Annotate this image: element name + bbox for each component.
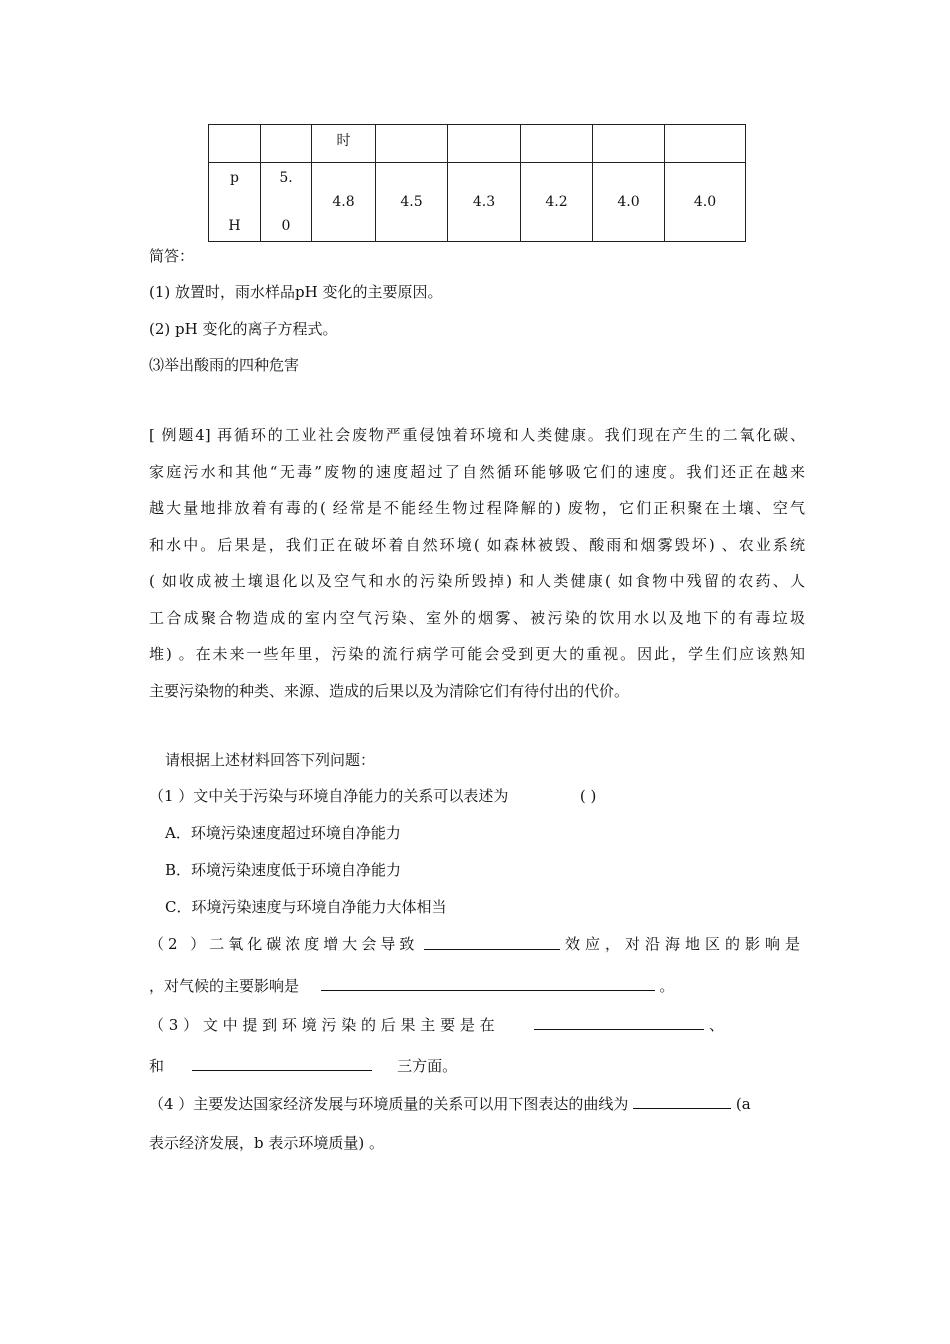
table-cell [376, 125, 448, 163]
table-cell-ph-value: 4.3 [448, 163, 521, 242]
question-1 [149, 786, 596, 806]
option-b[interactable]: B．环境污染速度低于环境自净能力 [165, 861, 402, 879]
ph-label-bottom: H [228, 218, 241, 234]
table-cell [665, 125, 746, 163]
answer-blank[interactable] [321, 975, 655, 991]
questions-prompt: 请根据上述材料回答下列问题： [165, 751, 376, 769]
table-cell-time: 时 [312, 125, 376, 163]
table-cell [209, 125, 261, 163]
passage-line: 堆) 。在未来一些年里，污染的流行病学可能会受到更大的重视。因此，学生们应该熟知 [149, 645, 805, 663]
passage-line: 越大量地排放着有毒的( 经常是不能经生物过程降解的) 废物，它们正积聚在土壤、空气 [149, 499, 805, 517]
table-cell [521, 125, 593, 163]
option-a[interactable]: A．环境污染速度超过环境自净能力 [165, 824, 401, 842]
short-answer-q3: ⑶举出酸雨的四种危害 [149, 356, 300, 374]
question-2-line-2 [149, 975, 674, 996]
passage-line: ( 如收成被土壤退化以及空气和水的污染所毁掉) 和人类健康( 如食物中残留的农药、人 [149, 572, 805, 590]
table-cell [261, 125, 312, 163]
question-4-line-2: 表示经济发展，b 表示环境质量) 。 [149, 1134, 384, 1152]
ph-initial-bottom: 0 [281, 218, 291, 234]
question-1-text: （1 ）文中关于污染与环境自净能力的关系可以表述为 [149, 787, 509, 805]
ph-label-top: p [230, 170, 239, 186]
answer-blank[interactable] [424, 934, 560, 950]
question-3-text-a: （ 3 ） 文 中 提 到 环 境 污 染 的 后 果 主 要 是 在 [149, 1016, 495, 1034]
ph-table [208, 124, 746, 242]
option-c[interactable]: C．环境污染速度与环境自净能力大体相当 [165, 898, 447, 916]
question-2-line-1 [149, 934, 805, 954]
table-row [209, 163, 746, 242]
question-4-line-1 [149, 1093, 751, 1114]
table-cell-ph-value: 4.2 [521, 163, 593, 242]
table-row [209, 125, 746, 163]
passage-line: 主要污染物的种类、来源、造成的后果以及为清除它们有待付出的代价。 [149, 681, 630, 700]
answer-blank[interactable] [534, 1014, 704, 1030]
passage-line: [ 例题4] 再循环的工业社会废物严重侵蚀着环境和人类健康。我们现在产生的二氧化碳、 [149, 426, 805, 444]
question-3-text-d: 三方面。 [397, 1057, 458, 1075]
short-answer-q1: (1) 放置时，雨水样品pH 变化的主要原因。 [149, 283, 443, 301]
question-3-text-b: 、 [708, 1016, 724, 1034]
table-cell [448, 125, 521, 163]
example4-passage [149, 425, 805, 717]
table-cell-ph-value: 4.0 [593, 163, 665, 242]
question-4-text-b: (a [735, 1095, 751, 1113]
question-2-text-b: 效应，对沿海地区的影响是 [564, 935, 805, 953]
short-answer-q2: (2) pH 变化的离子方程式。 [149, 320, 338, 338]
table-cell-ph-label [209, 163, 261, 242]
answer-paren: ( ) [579, 787, 597, 805]
ph-initial-top: 5. [279, 170, 293, 186]
question-4-text-a: （4 ）主要发达国家经济发展与环境质量的关系可以用下图表达的曲线为 [149, 1095, 629, 1113]
passage-line: 工合成聚合物造成的室内空气污染、室外的烟雾、被污染的饮用水以及地下的有毒垃圾 [149, 608, 805, 627]
question-2-text-a: （2 ）二氧化碳浓度增大会导致 [149, 935, 419, 953]
answer-blank[interactable] [633, 1093, 731, 1109]
passage-line: 和水中。后果是，我们正在破坏着自然环境( 如森林被毁、酸雨和烟雾毁坏) 、农业系统 [149, 535, 805, 554]
question-2-text-c: ，对气候的主要影响是 [149, 977, 300, 995]
passage-line: 家庭污水和其他“无毒”废物的速度超过了自然循环能够吸它们的速度。我们还正在越来 [149, 462, 805, 481]
question-3-text-c: 和 [149, 1057, 165, 1075]
table-cell [593, 125, 665, 163]
question-2-text-d: 。 [659, 977, 675, 995]
table-cell-ph-value: 4.0 [665, 163, 746, 242]
question-3-line-1 [149, 1014, 724, 1035]
table-cell-ph-value: 4.5 [376, 163, 448, 242]
table-cell-ph-value: 4.8 [312, 163, 376, 242]
answer-blank[interactable] [192, 1055, 372, 1071]
short-answer-heading: 简答： [149, 247, 195, 265]
table-cell-ph-initial [261, 163, 312, 242]
question-3-line-2 [149, 1055, 457, 1076]
